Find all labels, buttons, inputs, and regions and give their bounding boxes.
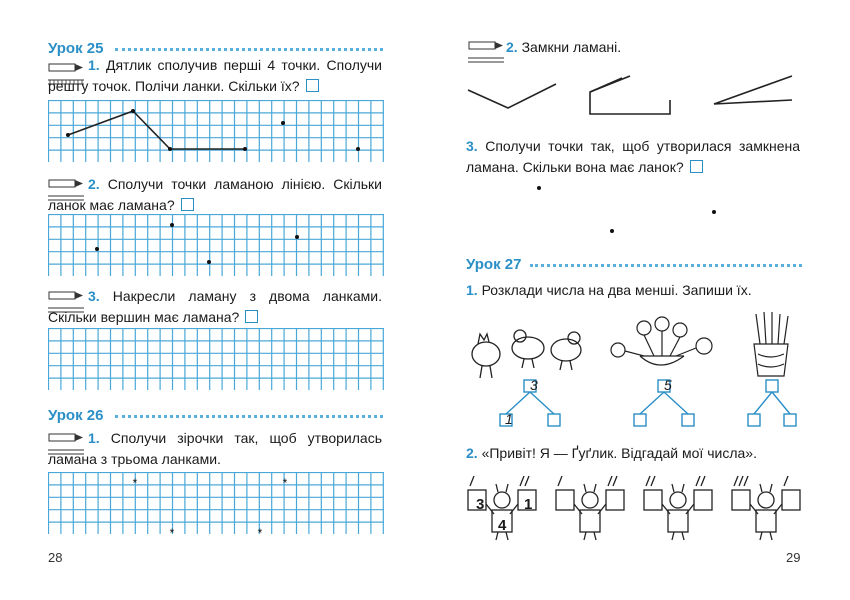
task-27-2 — [466, 443, 800, 464]
robot-1-right-card[interactable]: 1 — [524, 496, 533, 513]
answer-box[interactable] — [245, 310, 258, 323]
task-text: Сполучи зірочки так, щоб утворилась ламана з трьома ланками. — [48, 430, 383, 467]
heading-divider — [115, 415, 383, 418]
task-number: 1. — [88, 430, 100, 446]
task-25-3 — [48, 286, 382, 328]
task-text: Сполучи точки ламаною лінією. Скільки ланок має ламана? — [48, 176, 383, 213]
svg-text:*: * — [257, 526, 263, 536]
task-26-1 — [48, 428, 382, 470]
pencil-icon — [466, 40, 506, 70]
flowers-illustration — [604, 316, 720, 380]
robot-1-body[interactable]: 4 — [498, 517, 507, 534]
task-number: 3. — [466, 138, 478, 154]
answer-box[interactable] — [690, 160, 703, 173]
task-number: 2. — [506, 39, 518, 55]
birds-illustration — [466, 318, 590, 380]
grid-26-1[interactable] — [48, 472, 384, 536]
task-text: Дятлик сполучив перші 4 точки. Сполучи решту точок. Полічи ланки. Скільки їх? — [48, 57, 383, 94]
open-polylines[interactable] — [462, 70, 807, 120]
dots-field[interactable] — [462, 180, 807, 240]
task-text: «Привіт! Я — Ґуґлик. Відгадай мої числа». — [481, 445, 757, 461]
svg-text:*: * — [169, 526, 175, 536]
answer-box[interactable] — [306, 79, 319, 92]
svg-text:*: * — [282, 476, 288, 490]
task-27-1 — [466, 280, 800, 301]
page-number-left: 28 — [48, 550, 63, 565]
task-text: Сполучи точки так, щоб утворилася замкнена ламана. Скільки вона має ланок? — [466, 138, 800, 175]
heading-divider — [115, 48, 383, 51]
grid-25-3[interactable] — [48, 328, 384, 392]
tree-2-top[interactable]: 5 — [664, 377, 672, 393]
task-number: 2. — [88, 176, 100, 192]
robot-1-left-card[interactable]: 3 — [476, 496, 485, 513]
answer-box[interactable] — [181, 198, 194, 211]
number-trees — [494, 378, 804, 430]
heading-divider — [530, 264, 802, 267]
tree-1-left[interactable]: 1 — [505, 411, 513, 427]
task-number: 3. — [88, 288, 100, 304]
tree-1-top[interactable]: 3 — [530, 377, 538, 393]
robots-row — [464, 474, 808, 554]
task-r-3 — [466, 136, 800, 178]
task-text: Накресли ламану з двома ланками. Скільки вершин має ламана? — [48, 288, 383, 325]
brushes-illustration — [736, 310, 806, 380]
lesson-26-title: Урок 26 — [48, 407, 104, 424]
task-number: 1. — [466, 282, 478, 298]
grid-25-2[interactable] — [48, 214, 384, 278]
task-number: 1. — [88, 57, 100, 73]
task-r-2 — [506, 37, 806, 58]
page-number-right: 29 — [786, 550, 801, 565]
task-number: 2. — [466, 445, 478, 461]
task-25-2 — [48, 174, 382, 216]
grid-25-1[interactable] — [48, 100, 384, 164]
task-25-1 — [48, 55, 382, 97]
svg-text:*: * — [132, 476, 138, 490]
task-text: Замкни ламані. — [521, 39, 622, 55]
task-text: Розклади числа на два менші. Запиши їх. — [481, 282, 752, 298]
lesson-27-title: Урок 27 — [466, 256, 522, 273]
lesson-25-title: Урок 25 — [48, 40, 104, 57]
